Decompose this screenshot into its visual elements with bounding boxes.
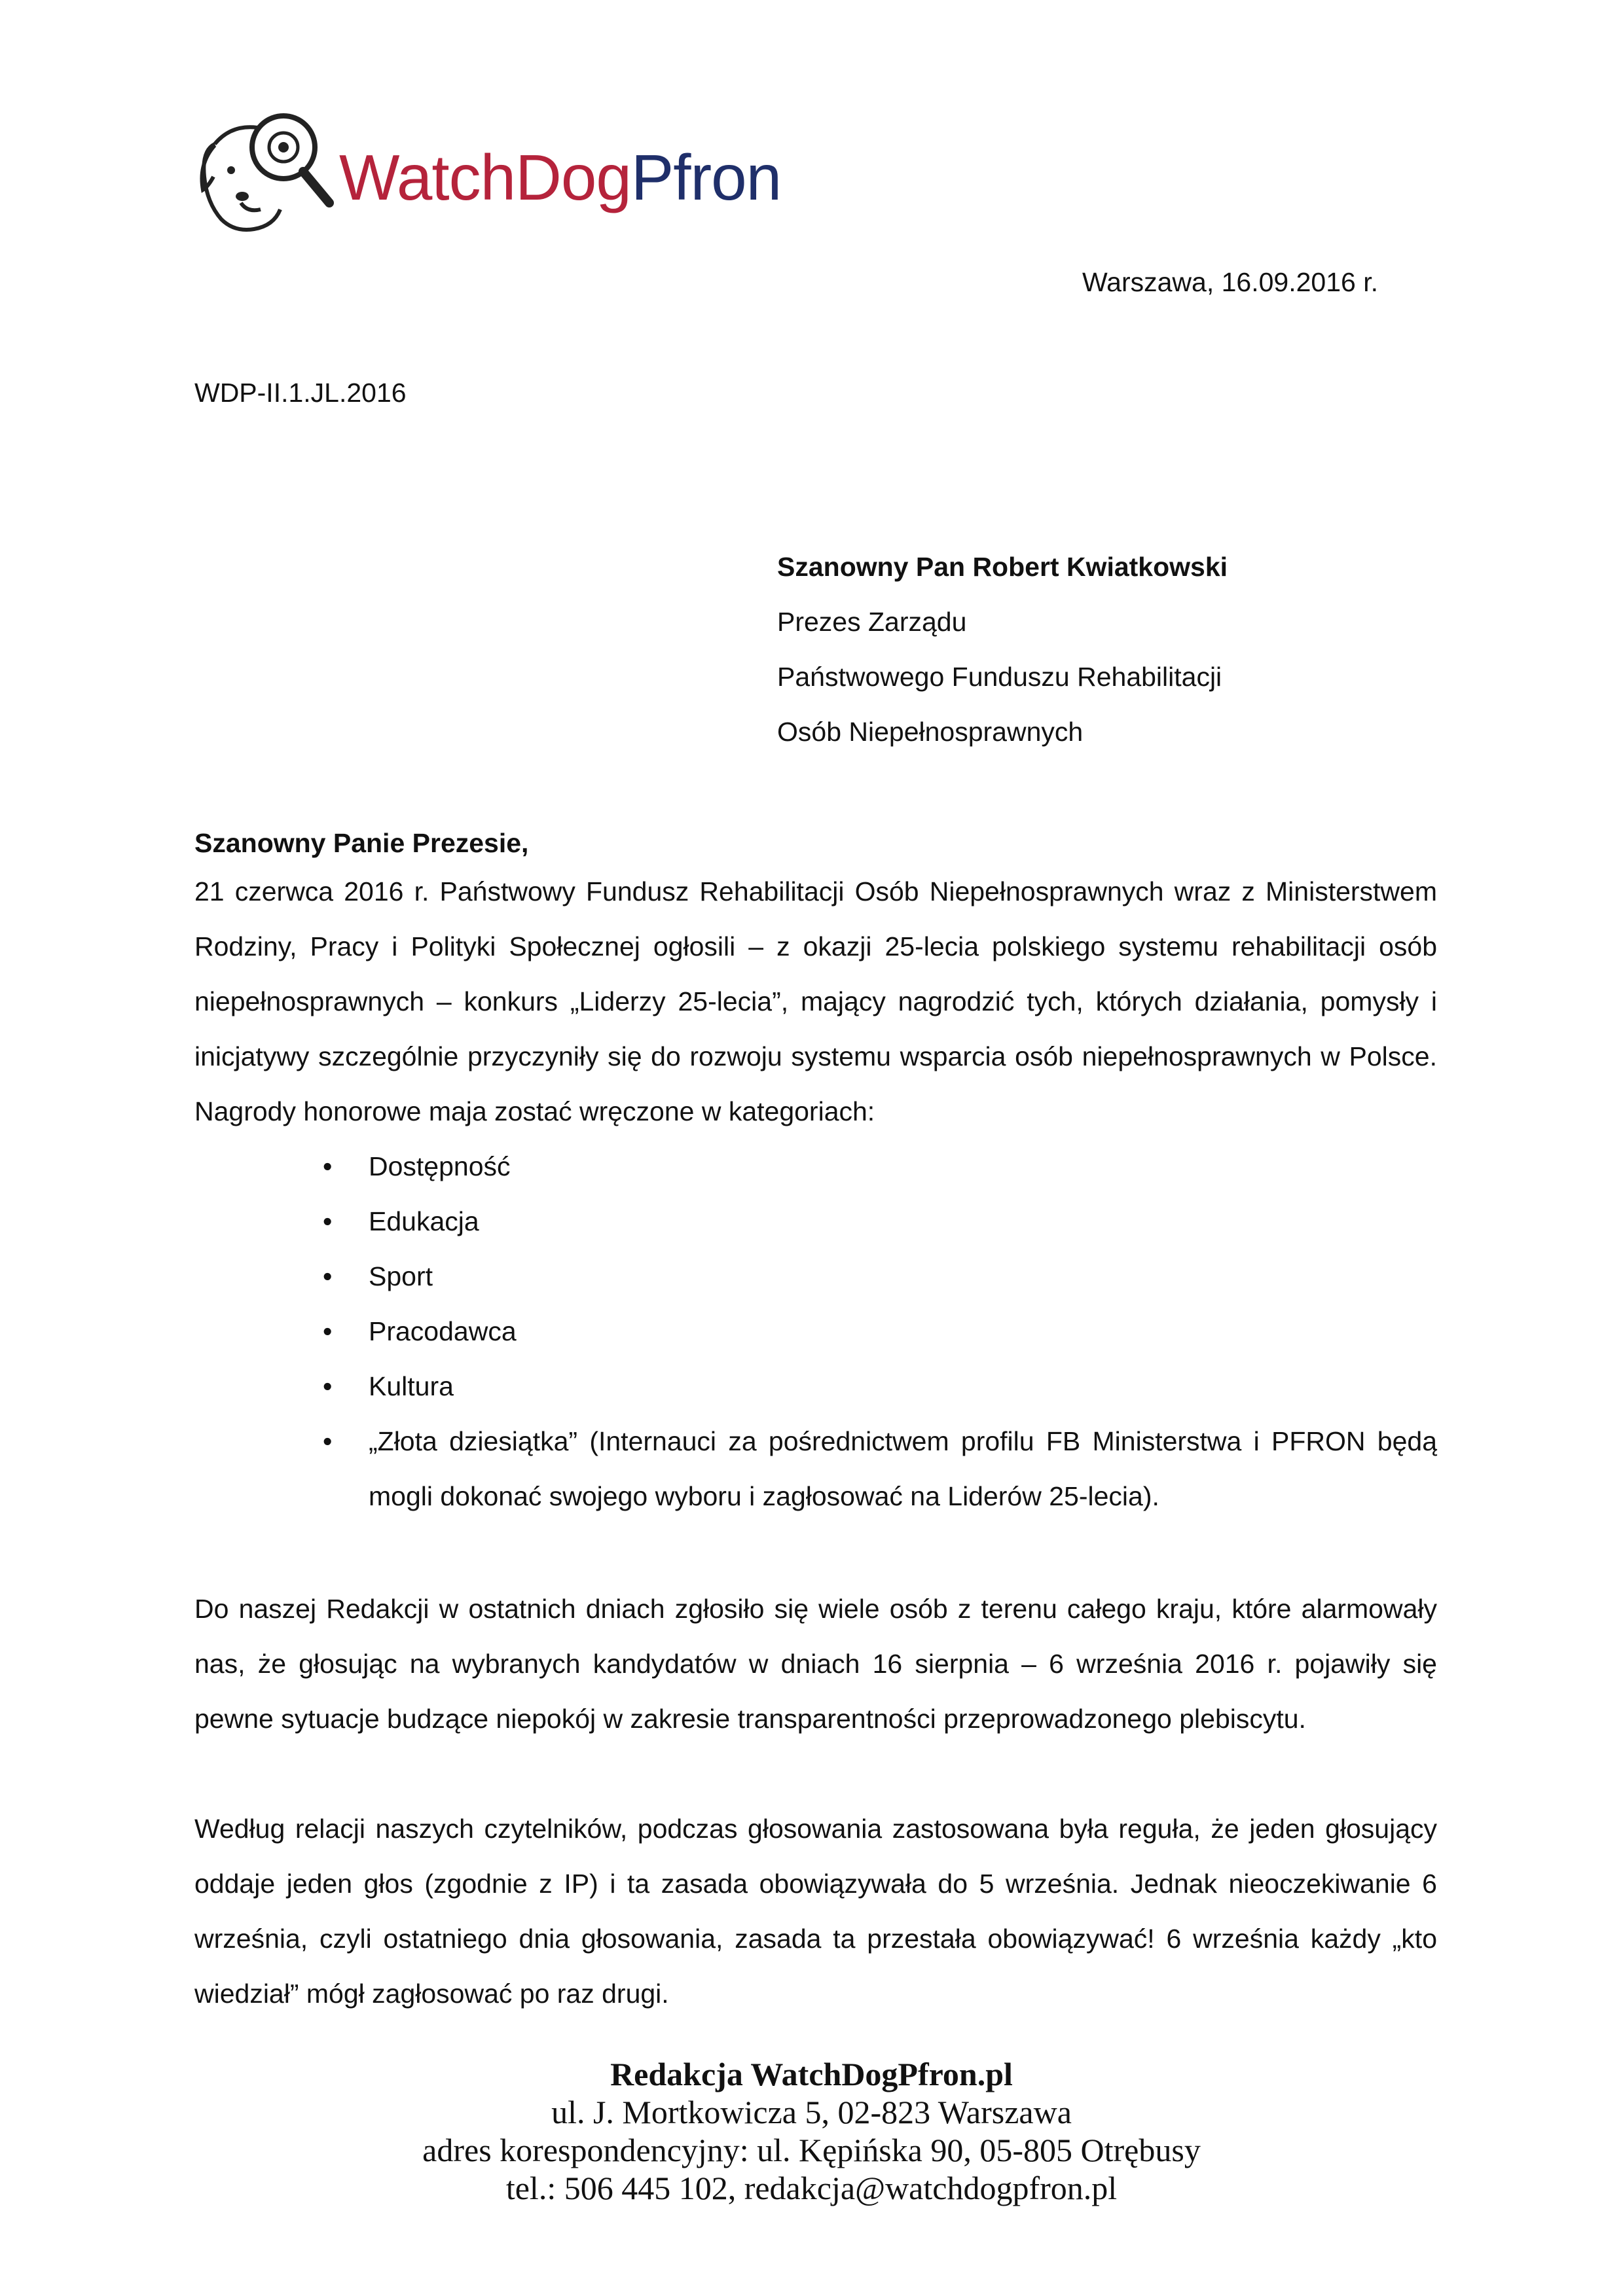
bullet-icon: • xyxy=(323,1206,333,1236)
bullet-icon: • xyxy=(323,1316,333,1346)
list-item-text: Pracodawca xyxy=(369,1316,517,1346)
recipient-line: Osób Niepełnosprawnych xyxy=(777,717,1084,747)
recipient-line: Prezes Zarządu xyxy=(777,607,967,637)
footer-address: ul. J. Mortkowicza 5, 02-823 Warszawa xyxy=(551,2094,1072,2130)
recipient-name: Szanowny Pan Robert Kwiatkowski xyxy=(777,552,1228,582)
list-item xyxy=(194,1414,1437,1524)
footer-correspondence: adres korespondencyjny: ul. Kępińska 90, 05-805 Otrębusy xyxy=(422,2132,1201,2168)
list-item-text: Dostępność xyxy=(369,1151,511,1181)
list-item xyxy=(194,1304,1437,1359)
recipient-line: Państwowego Funduszu Rehabilitacji xyxy=(777,662,1222,692)
list-item-text: Kultura xyxy=(369,1371,454,1401)
list-item xyxy=(194,1139,1437,1194)
list-item-text: „Złota dziesiątka” (Internauci za pośrednictwem profilu FB Ministerstwa i PFRON będą mogli dokonać swojego wyboru i zagłosować na Liderów 25-lecia). xyxy=(369,1426,1437,1511)
bullet-icon: • xyxy=(323,1426,333,1456)
bullet-icon: • xyxy=(323,1261,333,1291)
reference-number: WDP-II.1.JL.2016 xyxy=(194,378,407,408)
bullet-icon: • xyxy=(323,1371,333,1401)
bullet-icon: • xyxy=(323,1151,333,1181)
letter-date: Warszawa, 16.09.2016 r. xyxy=(1082,267,1378,297)
footer-name: Redakcja WatchDogPfron.pl xyxy=(610,2056,1013,2092)
list-item xyxy=(194,1359,1437,1414)
recipient-block xyxy=(777,539,1228,759)
logo-wordmark xyxy=(339,141,782,213)
category-list xyxy=(194,1139,1437,1524)
salutation: Szanowny Panie Prezesie, xyxy=(194,828,529,858)
paragraph-readers: Według relacji naszych czytelników, podczas głosowania zastosowana była reguła, że jeden głosujący oddaje jeden głos (zgodnie z IP) i ta zasada obowiązywała do 5 września. Jednak nieoczekiwanie 6 września, czyli ostatniego dnia głosowania, zasada ta przestała obowiązywać! 6 września każdy „kto wiedział” mógł zagłosować po raz drugi. xyxy=(194,1814,1437,2009)
footer-contact: tel.: 506 445 102, redakcja@watchdogpfron.pl xyxy=(505,2170,1118,2206)
logo xyxy=(195,105,784,255)
dog-magnifier-icon xyxy=(195,105,339,236)
list-item-text: Edukacja xyxy=(369,1206,479,1236)
list-item xyxy=(194,1194,1437,1249)
logo-text-pfron: Pfron xyxy=(630,141,782,213)
list-item xyxy=(194,1249,1437,1304)
footer xyxy=(0,2055,1623,2207)
logo-text-watch: WatchDog xyxy=(339,141,631,213)
paragraph-report: Do naszej Redakcji w ostatnich dniach zgłosiło się wiele osób z terenu całego kraju, które alarmowały nas, że głosując na wybranych kandydatów w dniach 16 sierpnia – 6 września 2016 r. pojawiły się pewne sytuacje budzące niepokój w zakresie transparentności przeprowadzonego plebiscytu. xyxy=(194,1594,1437,1734)
paragraph-intro: 21 czerwca 2016 r. Państwowy Fundusz Rehabilitacji Osób Niepełnosprawnych wraz z Ministerstwem Rodziny, Pracy i Polityki Społecznej ogłosili – z okazji 25-lecia polskiego systemu rehabilitacji osób niepełnosprawnych – konkurs „Liderzy 25-lecia”, mający nagrodzić tych, których działania, pomysły i inicjatywy szczególnie przyczyniły się do rozwoju systemu wsparcia osób niepełnosprawnych w Polsce. Nagrody honorowe maja zostać wręczone w kategoriach: xyxy=(194,876,1437,1126)
list-item-text: Sport xyxy=(369,1261,433,1291)
